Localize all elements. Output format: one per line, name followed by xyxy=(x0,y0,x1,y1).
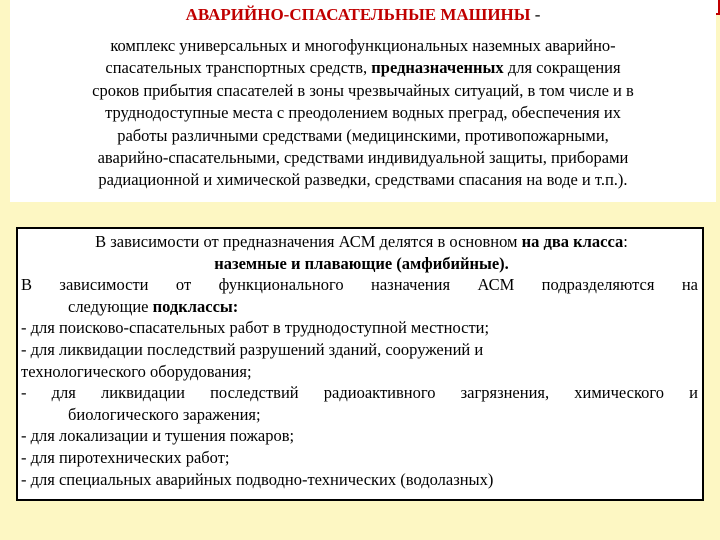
definition-fragment: для сокращения xyxy=(503,58,621,78)
list-item: биологического заражения; xyxy=(68,404,261,424)
classification-line xyxy=(18,231,702,253)
page-title xyxy=(10,5,716,25)
title-heading: АВАРИЙНО-СПАСАТЕЛЬНЫЕ МАШИНЫ xyxy=(185,5,531,24)
list-item: - для поисково-спасательных работ в труднодоступной местности; xyxy=(21,318,490,338)
definition-text xyxy=(10,35,716,192)
classification-text xyxy=(18,231,702,490)
definition-emphasis: предназначенных xyxy=(371,58,504,78)
list-item: - для ликвидации последствий радиоактивного загрязнения, химического и xyxy=(21,383,698,403)
definition-line: труднодоступные места с преодолением водных преград, обеспечения их xyxy=(105,103,621,123)
definition-line: сроков прибытия спасателей в зоны чрезвычайных ситуаций, в том числе и в xyxy=(92,80,634,100)
classification-emphasis: наземные и плавающие (амфибийные). xyxy=(214,253,509,273)
classification-line xyxy=(18,296,702,318)
list-item: - для специальных аварийных подводно-технических (водолазных) xyxy=(21,469,494,489)
classification-panel xyxy=(16,227,704,501)
definition-line: радиационной и химической разведки, средствами спасания на воде и т.п.). xyxy=(98,170,628,190)
definition-line: комплекс универсальных и многофункциональных наземных аварийно- xyxy=(110,36,616,55)
classification-fragment: : xyxy=(623,232,628,251)
classification-fragment: В зависимости от предназначения АСМ делятся в основном xyxy=(95,232,522,251)
definition-line: работы различными средствами (медицинскими, противопожарными, xyxy=(117,125,609,145)
definition-panel xyxy=(10,0,716,202)
definition-line xyxy=(10,57,716,79)
classification-emphasis: на два класса xyxy=(521,232,624,251)
list-item: - для локализации и тушения пожаров; xyxy=(21,426,295,446)
list-item: - для ликвидации последствий разрушений зданий, сооружений и xyxy=(21,339,484,359)
list-item: - для пиротехнических работ; xyxy=(21,447,230,467)
classification-line xyxy=(18,253,702,275)
definition-fragment: спасательных транспортных средств, xyxy=(105,58,372,78)
title-dash: - xyxy=(530,5,541,24)
definition-line: аварийно-спасательными, средствами индивидуальной защиты, приборами xyxy=(97,148,629,168)
classification-fragment: следующие xyxy=(68,296,153,316)
classification-line: В зависимости от функционального назначения АСМ подразделяются на xyxy=(21,275,698,295)
classification-emphasis: подклассы: xyxy=(152,296,239,316)
list-item: технологического оборудования; xyxy=(21,361,252,381)
